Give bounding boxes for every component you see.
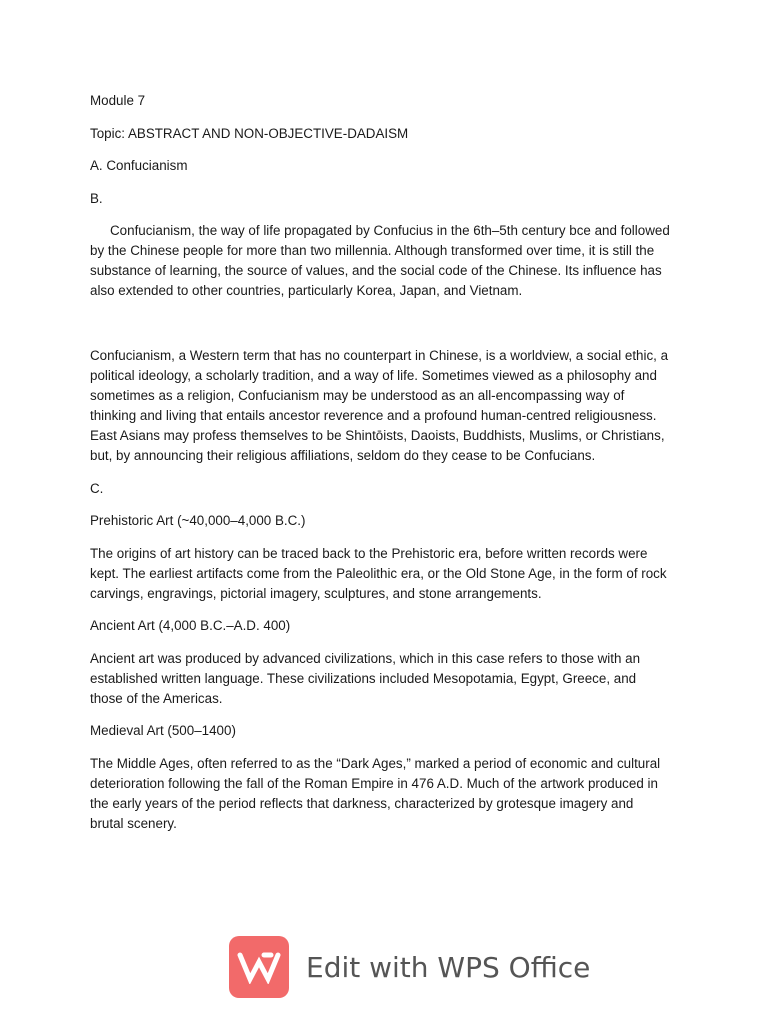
section-c-heading: C.	[90, 480, 104, 496]
section-b-heading: B.	[90, 190, 103, 206]
edit-with-wps-label[interactable]: Edit with WPS Office	[306, 950, 591, 984]
prehistoric-art-paragraph: The origins of art history can be traced back to the Prehistoric era, before written records were kept. The earliest artifacts come from the Paleolithic era, or the Old Stone Age, in the form of rock carvings, engravings, pictorial imagery, sculptures, and stone arrangements.	[90, 545, 667, 601]
confucianism-paragraph-2: Confucianism, a Western term that has no counterpart in Chinese, is a worldview, a social ethic, a political ideology, a scholarly tradition, and a way of life. Sometimes viewed as a philosophy and sometimes as a religion, Confucianism may be understood as an all-encompassing way of thinking and living that entails ancestor reverence and a profound human-centred religiousness. East Asians may profess themselves to be Shintōists, Daoists, Buddhists, Muslims, or Christians, but, by announcing their religious affiliations, seldom do they cease to be Confucians.	[90, 348, 669, 463]
wps-logo-icon	[229, 936, 289, 998]
module-title: Module 7	[90, 93, 146, 108]
medieval-art-paragraph: The Middle Ages, often referred to as the “Dark Ages,” marked a period of economic and cultural deterioration following the fall of the Roman Empire in 476 A.D. Much of the artwork produced in the early years of the period reflects that darkness, characterized by grotesque imagery and brutal scenery.	[90, 755, 661, 831]
section-a-heading: A. Confucianism	[90, 158, 188, 173]
wps-w-glyph	[237, 950, 281, 984]
medieval-art-heading: Medieval Art (500–1400)	[90, 723, 236, 738]
topic-line: Topic: ABSTRACT AND NON-OBJECTIVE-DADAISM	[90, 125, 409, 141]
document-body	[90, 91, 670, 846]
ancient-art-heading: Ancient Art (4,000 B.C.–A.D. 400)	[90, 618, 291, 633]
edit-with-wps-banner[interactable]	[229, 936, 590, 998]
prehistoric-art-heading: Prehistoric Art (~40,000–4,000 B.C.)	[90, 513, 306, 528]
ancient-art-paragraph: Ancient art was produced by advanced civilizations, which in this case refers to those with an established written language. These civilizations included Mesopotamia, Egypt, Greece, and those of the Americas.	[90, 650, 641, 706]
confucianism-paragraph-1: Confucianism, the way of life propagated by Confucius in the 6th–5th century bce and followed by the Chinese people for more than two millennia. Although transformed over time, it is still the substance of learning, the source of values, and the social code of the Chinese. Its influence has also extended to other countries, particularly Korea, Japan, and Vietnam.	[90, 223, 670, 298]
